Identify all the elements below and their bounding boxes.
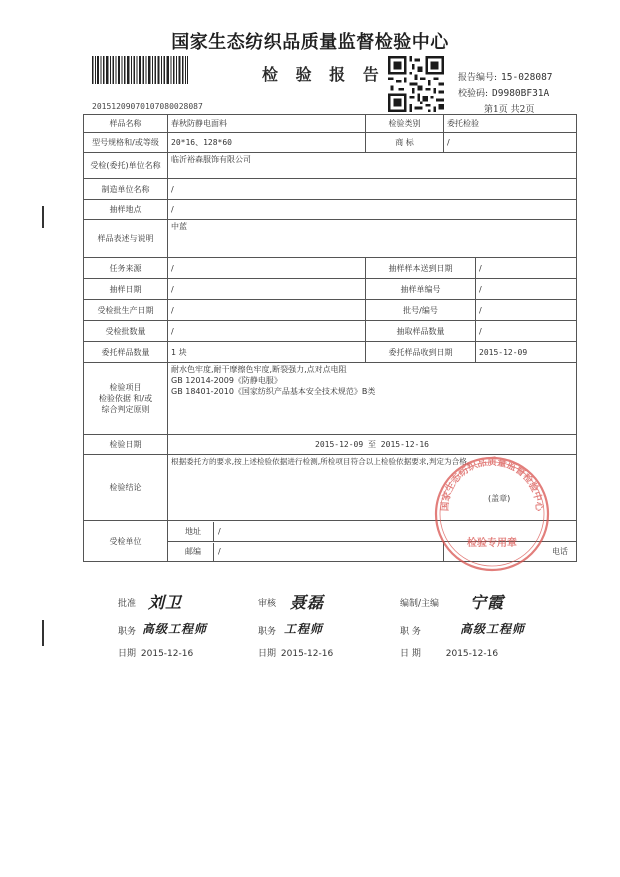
sampling-date-value: /: [168, 279, 366, 300]
client-label: 受检(委托)单位名称: [84, 153, 168, 179]
check-code: [458, 86, 549, 99]
row-test-date: [84, 435, 577, 455]
position-label-1: 职务: [118, 627, 137, 637]
inspection-stamp: [432, 454, 552, 574]
trademark-value: /: [444, 133, 577, 153]
date-label-1: [118, 646, 193, 659]
postcode-label: 邮编: [173, 543, 214, 561]
description-label: 样品表述与说明: [84, 220, 168, 258]
row-client: [84, 153, 577, 179]
check-code-value: D9980BF31A: [492, 88, 550, 99]
trademark-label: 商 标: [366, 133, 444, 153]
date-label-3: [400, 646, 498, 659]
model-label: 型号规格和/或等级: [84, 133, 168, 153]
position-value-3: 高级工程师: [460, 622, 526, 636]
approve-signature: 刘卫: [148, 593, 183, 612]
sample-qty-taken-label: 抽取样品数量: [366, 321, 476, 342]
manufacturer-label: 制造单位名称: [84, 179, 168, 200]
row-batch-qty: [84, 321, 577, 342]
phone-label: 电话: [444, 542, 577, 562]
report-number-label: 报告编号:: [458, 73, 498, 83]
position-value-1: 高级工程师: [142, 622, 208, 636]
test-items-line-1: 耐水色牢度,耐干摩擦色牢度,断裂强力,点对点电阻: [171, 365, 347, 374]
review-label: 审核: [258, 599, 277, 609]
review-signature: 聂磊: [290, 593, 325, 612]
sample-arrival-value: /: [476, 258, 577, 279]
postcode-value: /: [218, 546, 221, 556]
stamp-arc-text: 国家生态纺织品质量监督检验中心: [439, 456, 545, 512]
test-items-value: [168, 363, 577, 435]
test-items-label-line-3: 综合判定原则: [101, 405, 150, 414]
qr-code-image: [388, 56, 444, 112]
model-value: 20*16、128*60: [168, 133, 366, 153]
check-code-label: 校验码:: [458, 89, 489, 99]
sample-name-value: 春秋防静电面料: [168, 115, 366, 133]
description-value: 中蓝: [168, 220, 577, 258]
report-number: [458, 70, 553, 83]
date-value-3: 2015-12-16: [445, 649, 499, 659]
report-number-value: 15-028087: [501, 72, 553, 83]
date-value-2: 2015-12-16: [280, 649, 334, 659]
entrusted-qty-value: 1 块: [168, 342, 366, 363]
sampling-site-value: /: [168, 200, 577, 220]
recipient-label: 受检单位: [84, 521, 168, 562]
date-label-2-text: 日期: [258, 649, 277, 659]
compile-label: 编制/主编: [400, 599, 440, 609]
test-category-label: 检验类别: [366, 115, 444, 133]
test-date-label: 检验日期: [84, 435, 168, 455]
date-label-3-text: 日 期: [400, 649, 421, 659]
conclusion-label: 检验结论: [84, 455, 168, 521]
row-sampling-date: [84, 279, 577, 300]
row-test-items: [84, 363, 577, 435]
row-task-source: [84, 258, 577, 279]
task-source-label: 任务来源: [84, 258, 168, 279]
sampling-no-value: /: [476, 279, 577, 300]
report-title: 国家生态纺织品质量监督检验中心: [171, 32, 449, 53]
production-date-value: /: [168, 300, 366, 321]
report-subtitle: 检 验 报 告: [262, 65, 385, 84]
barcode-image: [92, 56, 188, 84]
manufacturer-value: /: [168, 179, 577, 200]
received-date-value: 2015-12-09: [476, 342, 577, 363]
task-source-value: /: [168, 258, 366, 279]
sample-name-label: 样品名称: [84, 115, 168, 133]
row-sample-name: [84, 115, 577, 133]
date-label-2: [258, 646, 333, 659]
batch-no-value: /: [476, 300, 577, 321]
svg-text:国家生态纺织品质量监督检验中心: [439, 456, 545, 512]
test-category-value: 委托检验: [444, 115, 577, 133]
address-value: /: [218, 526, 221, 536]
sampling-no-label: 抽样单编号: [366, 279, 476, 300]
client-value: 临沂裕森服饰有限公司: [168, 153, 577, 179]
postcode-cell: [168, 542, 444, 562]
sampling-date-label: 抽样日期: [84, 279, 168, 300]
batch-no-label: 批号/编号: [366, 300, 476, 321]
approve-label: 批准: [118, 599, 137, 609]
test-items-label-line-1: 检验项目: [109, 383, 142, 392]
test-date-value: 2015-12-09 至 2015-12-16: [168, 435, 577, 455]
sample-arrival-label: 抽样样本送到日期: [366, 258, 476, 279]
row-sampling-site: [84, 200, 577, 220]
row-entrusted-qty: [84, 342, 577, 363]
binding-mark-top: [42, 206, 44, 228]
entrusted-qty-label: 委托样品数量: [84, 342, 168, 363]
production-date-label: 受检批生产日期: [84, 300, 168, 321]
test-items-line-2: GB 12014-2009《防静电服》: [171, 376, 282, 385]
position-label-2: 职务: [258, 627, 277, 637]
row-production-date: [84, 300, 577, 321]
position-value-2: 工程师: [284, 622, 324, 636]
test-items-label-line-2: 检验依据 和/或: [98, 394, 153, 403]
received-date-label: 委托样品收到日期: [366, 342, 476, 363]
test-items-line-3: GB 18401-2010《国家纺织产品基本安全技术规范》B类: [171, 387, 376, 396]
batch-qty-value: /: [168, 321, 366, 342]
sample-qty-taken-value: /: [476, 321, 577, 342]
sampling-site-label: 抽样地点: [84, 200, 168, 220]
row-manufacturer: [84, 179, 577, 200]
page-info: 第1页 共2页: [484, 105, 535, 115]
address-label: 地址: [173, 522, 214, 541]
stamp-bottom-text: 检验专用章: [467, 538, 517, 549]
conclusion-text: 根据委托方的要求,按上述检验依据进行检测,所检项目符合以上检验依据要求,判定为合格。: [171, 457, 475, 466]
position-label-3: 职 务: [400, 627, 421, 637]
binding-mark-bottom: [42, 620, 44, 646]
row-description: [84, 220, 577, 258]
barcode-number: 20151209070107080028087: [92, 102, 203, 111]
seal-placeholder: (盖章): [488, 494, 511, 503]
test-items-label: [84, 363, 168, 435]
date-label-1-text: 日期: [118, 649, 137, 659]
compile-signature: 宁霞: [470, 593, 505, 612]
batch-qty-label: 受检批数量: [84, 321, 168, 342]
row-model: [84, 133, 577, 153]
date-value-1: 2015-12-16: [140, 649, 194, 659]
